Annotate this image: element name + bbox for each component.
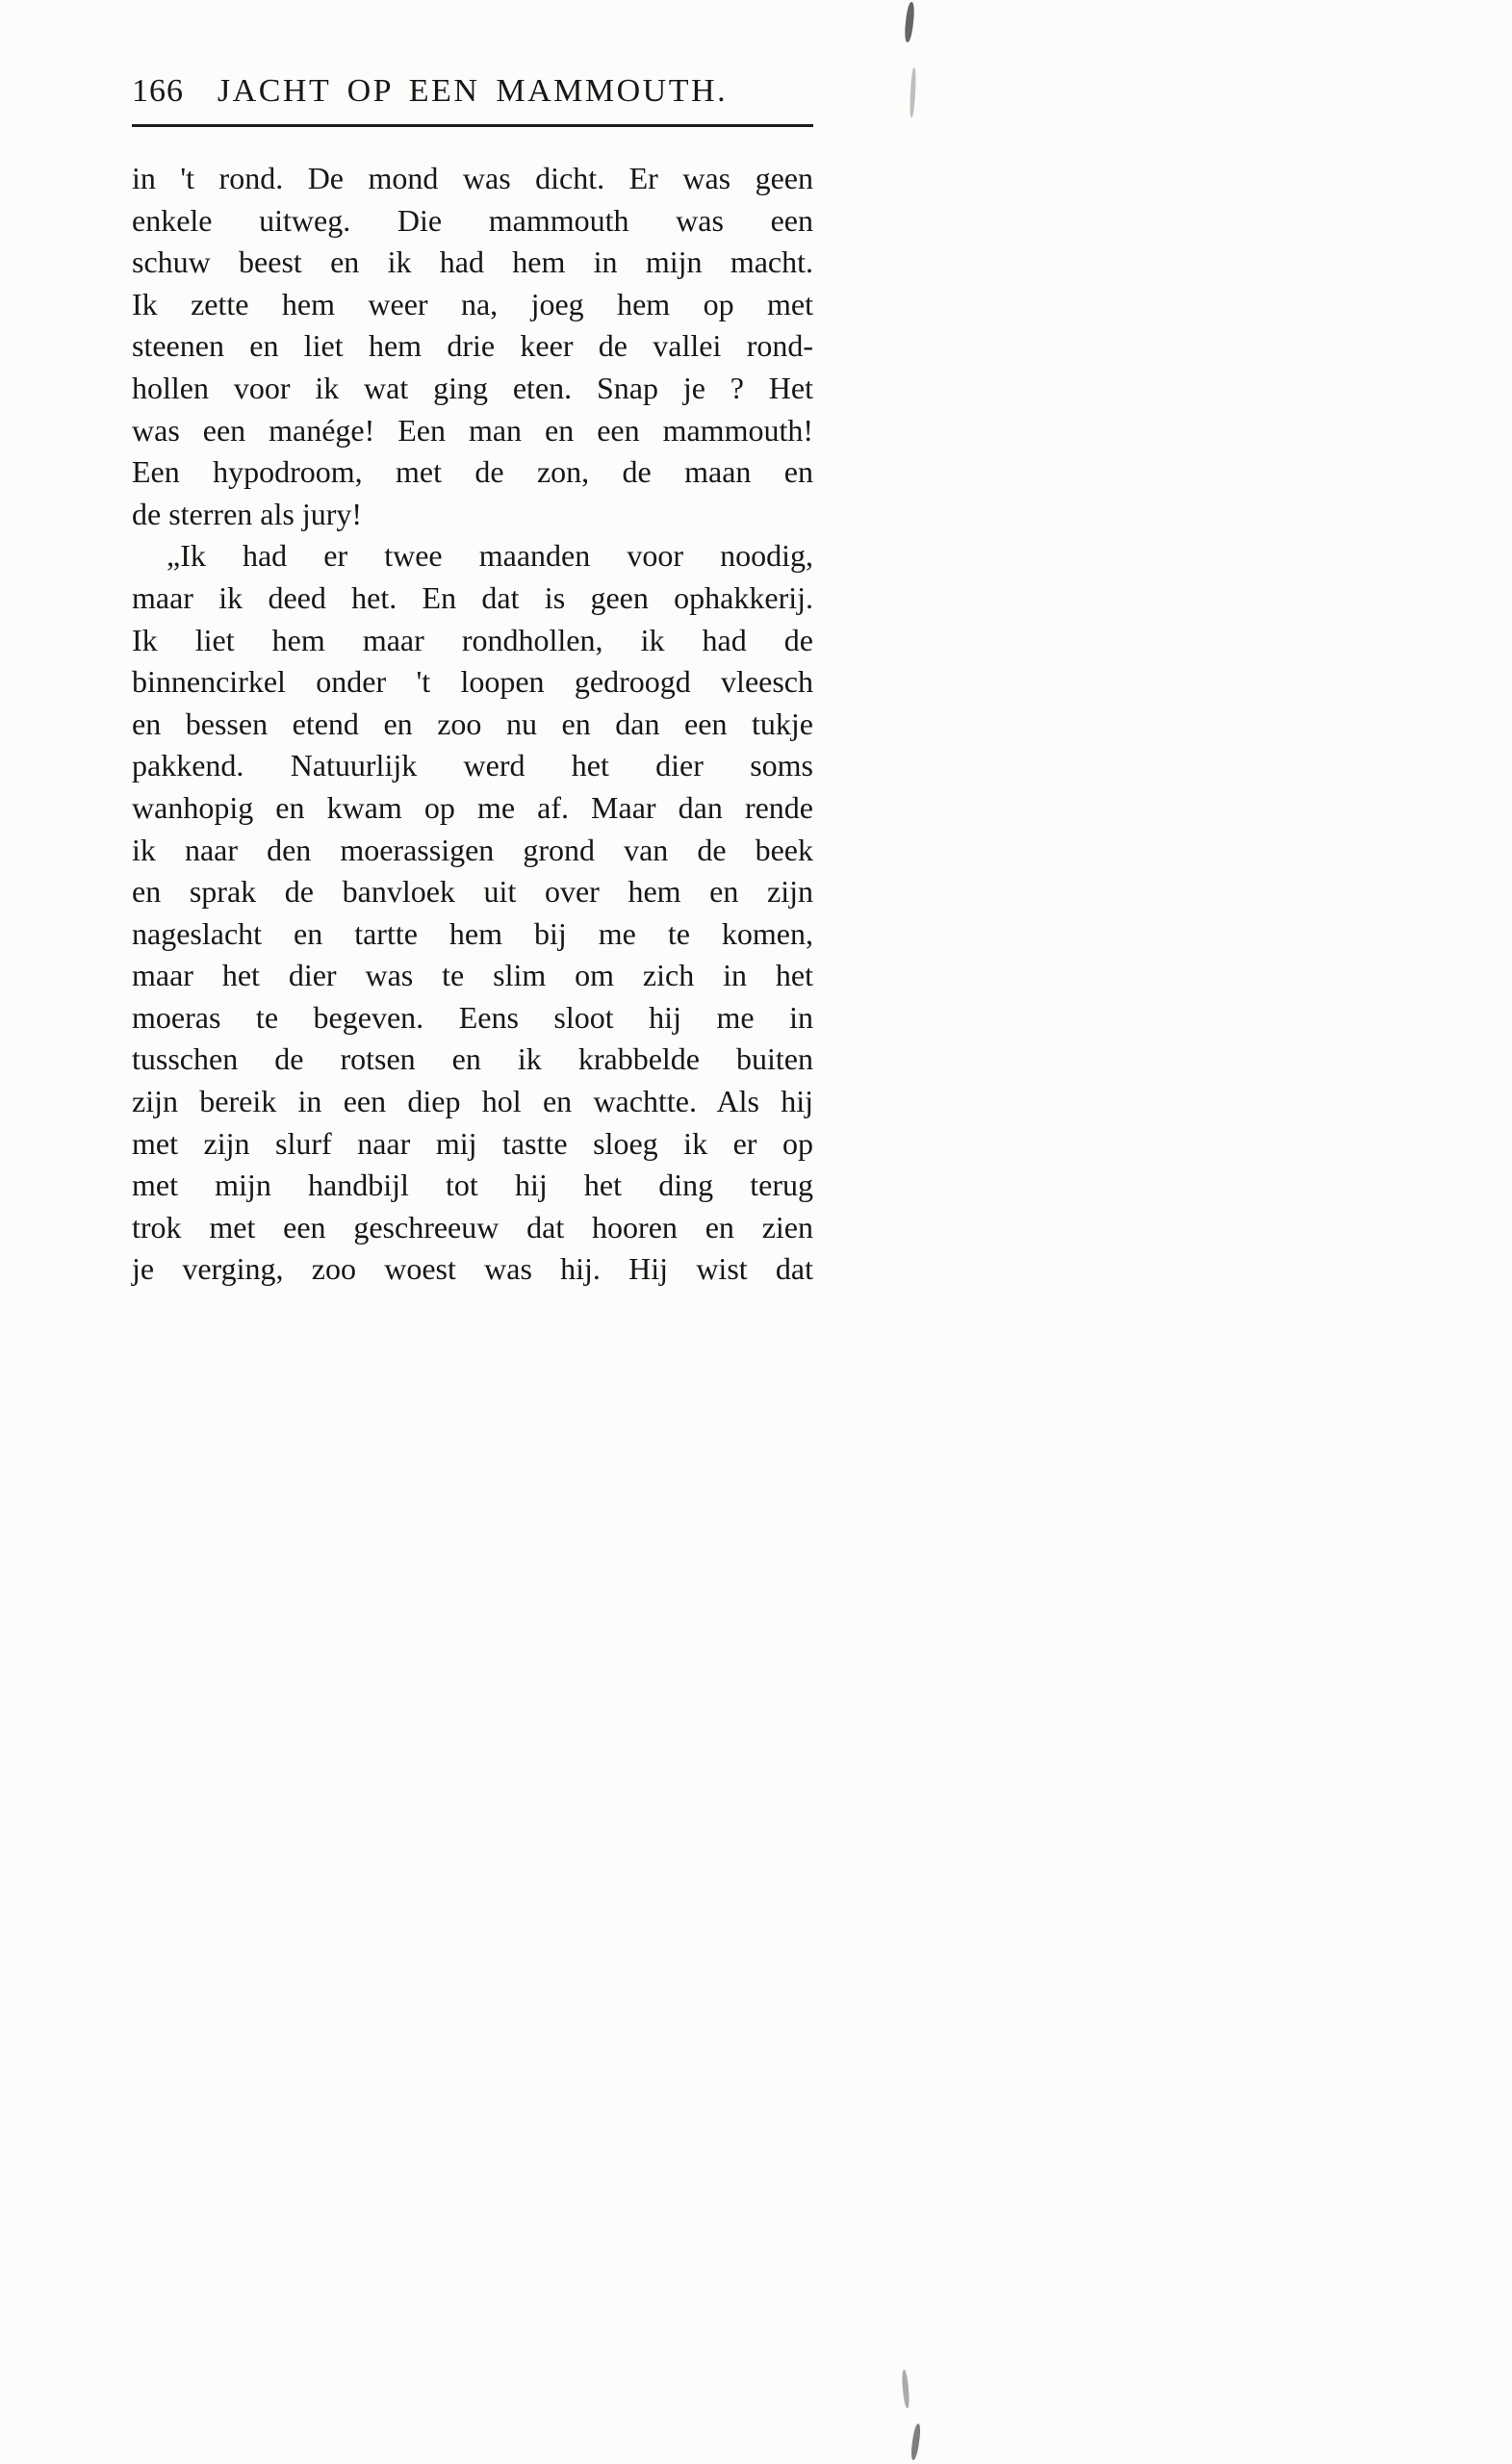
text-line: enkele uitweg. Die mammouth was een xyxy=(132,202,813,238)
text-line: moeras te begeven. Eens sloot hij me in xyxy=(132,999,813,1035)
page-header xyxy=(132,73,813,117)
text-line: in 't rond. De mond was dicht. Er was geen xyxy=(132,161,813,195)
text-line: nageslacht en tartte hem bij me te komen, xyxy=(132,915,813,951)
text-line: wanhopig en kwam op me af. Maar dan rende xyxy=(132,789,813,825)
text-line: de sterren als jury! xyxy=(132,496,363,531)
text-line: ik naar den moerassigen grond van de beek xyxy=(132,832,813,867)
header-rule xyxy=(132,124,813,127)
text-line: pakkend. Natuurlijk werd het dier soms xyxy=(132,748,813,783)
running-title: JACHT OP EEN MAMMOUTH. xyxy=(217,73,729,109)
text-line: Ik zette hem weer na, joeg hem op met xyxy=(132,286,813,321)
text-line: je verging, zoo woest was hij. Hij wist dat xyxy=(132,1251,813,1287)
page-content xyxy=(132,73,813,1291)
text-line: tusschen de rotsen en ik krabbelde buiten xyxy=(132,1041,813,1077)
scan-artifact xyxy=(901,2370,910,2408)
text-line: en bessen etend en zoo nu en dan een tukje xyxy=(132,706,813,741)
scan-artifact xyxy=(910,2424,921,2461)
text-line: trok met een geschreeuw dat hooren en zien xyxy=(132,1209,813,1245)
text-line: en sprak de banvloek uit over hem en zijn xyxy=(132,874,813,910)
text-line: zijn bereik in een diep hol en wachtte. Als hij xyxy=(132,1084,813,1119)
text-line: maar ik deed het. En dat is geen ophakkerij. xyxy=(132,579,813,615)
text-line: was een manége! Een man en een mammouth! xyxy=(132,412,813,448)
text-line: met mijn handbijl tot hij het ding terug xyxy=(132,1168,813,1203)
text-line: met zijn slurf naar mij tastte sloeg ik er op xyxy=(132,1125,813,1161)
page-number: 166 xyxy=(132,73,184,109)
page-text xyxy=(132,158,813,1291)
text-line: steenen en liet hem drie keer de vallei rond- xyxy=(132,328,813,364)
text-line: Ik liet hem maar rondhollen, ik had de xyxy=(132,622,813,657)
scan-artifact xyxy=(904,2,915,43)
text-line: binnencirkel onder 't loopen gedroogd vleesch xyxy=(132,664,813,700)
text-line: hollen voor ik wat ging eten. Snap je ? Het xyxy=(132,370,813,405)
scan-artifact xyxy=(910,67,917,117)
text-line: maar het dier was te slim om zich in het xyxy=(132,958,813,993)
text-line: Een hypodroom, met de zon, de maan en xyxy=(132,454,813,490)
text-line: schuw beest en ik had hem in mijn macht. xyxy=(132,244,813,280)
text-line: „Ik had er twee maanden voor noodig, xyxy=(167,538,813,574)
